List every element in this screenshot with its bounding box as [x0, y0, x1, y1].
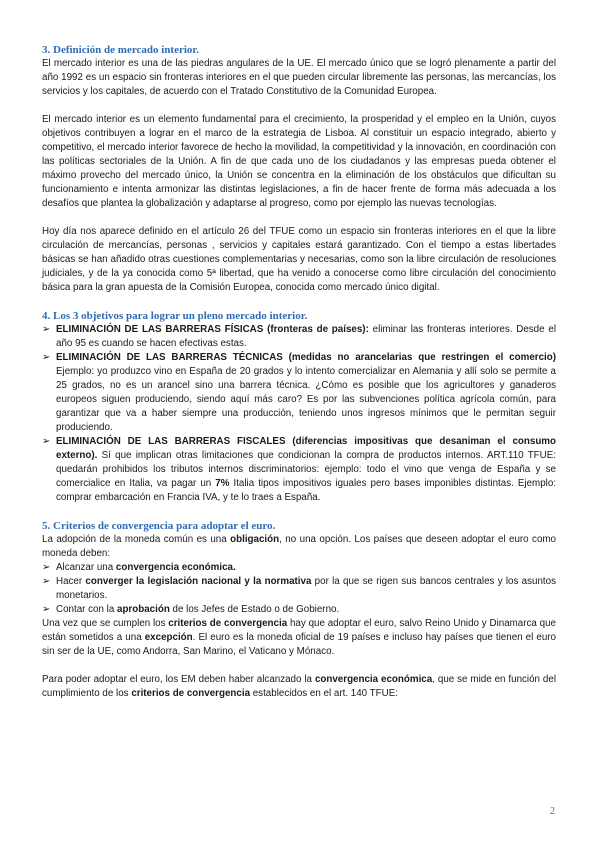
- section-4-heading: 4. Los 3 objetivos para lograr un pleno mercado interior.: [42, 310, 308, 322]
- item-text: Italia tipos impositivos iguales pero bases imponibles distintas. Ejemplo: comprar embarcación en Francia IVA, y te lo traes a España.: [56, 478, 556, 503]
- item-title: ELIMINACIÓN DE LAS BARRERAS FISCALES (diferencias impositivas que desaniman el consumo externo).: [56, 436, 556, 461]
- item-emphasis: 7%: [215, 478, 230, 489]
- item-text: Ejemplo: yo produzco vino en España de 20 grados y lo intento comercializar en Alemania y allí solo se permite a 25 grados, no es un arancel sino una barrera técnica. ¿Cómo es posible que los agricultores y ganaderos europeos siguen produciendo, siendo aquí más caro? Es por las subvenciones política agrícola común, para garantizar que va a haber siempre una producción, teniendo unos ingresos mínimos que le permitan seguir produciendo.: [56, 366, 556, 433]
- list-item: ➢ Hacer converger la legislación nacional y la normativa por la que se rigen sus bancos centrales y los asuntos monetarios.: [42, 576, 556, 601]
- arrow-bullet-icon: ➢: [42, 562, 51, 573]
- paragraph: El mercado interior es un elemento fundamental para el crecimiento, la prosperidad y el empleo en la Unión, cuyos objetivos contribuyen a lograr en el marco de la estrategia de Lisboa. Al constituir un espacio integrado, abierto y competitivo, el mercado interior favorece de hecho la movilidad, la competitividad y la innovación, en coordinación con las políticas sectoriales de la Unión. A fin de que cada uno de los ciudadanos y las empresas pueda obtener el máximo provecho del mercado único, la Unión se concentra en la eliminación de los obstáculos que dificultan su funcionamiento e intenta armonizar las distintas legislaciones, a fin de hacer frente de forma más adecuada a los desafíos que plantea la globalización y adaptarse al progreso, como por ejemplo las nuevas tecnologías.: [42, 114, 556, 209]
- paragraph: El mercado interior es una de las piedras angulares de la UE. El mercado único que se logró plenamente a partir del año 1992 es un espacio sin fronteras interiores en el que pueden circular libremente las personas, las mercancías, los servicios y los capitales, de acuerdo con el Tratado Constitutivo de la Comunidad Europea.: [42, 58, 556, 97]
- list-item: [42, 351, 556, 435]
- arrow-bullet-icon: ➢: [42, 352, 51, 363]
- list-item: ➢ Alcanzar una convergencia económica.: [42, 562, 236, 573]
- item-title: ELIMINACIÓN DE LAS BARRERAS TÉCNICAS (medidas no arancelarias que restringen el comercio): [56, 352, 556, 363]
- section-5-heading: 5. Criterios de convergencia para adoptar el euro.: [42, 520, 276, 532]
- section-3-heading: 3. Definición de mercado interior.: [42, 44, 200, 56]
- paragraph: Para poder adoptar el euro, los EM deben haber alcanzado la convergencia económica, que se mide en función del cumplimiento de los criterios de convergencia establecidos en el art. 140 TFUE:: [42, 674, 556, 699]
- list-item: ➢ Contar con la aprobación de los Jefes de Estado o de Gobierno.: [42, 604, 340, 615]
- arrow-bullet-icon: ➢: [42, 324, 51, 335]
- arrow-bullet-icon: ➢: [42, 576, 51, 587]
- paragraph: La adopción de la moneda común es una obligación, no una opción. Los países que deseen adoptar el euro como moneda deben:: [42, 534, 556, 559]
- paragraph: Hoy día nos aparece definido en el artículo 26 del TFUE como un espacio sin fronteras interiores en el que la libre circulación de mercancías, personas , servicios y capitales estará garantizado. Con el tiempo a estas libertades básicas se han añadido otras cuestiones complementarias y necesarias, como son la libre circulación de resoluciones judiciales, y de la ya conocida como 5ª libertad, que ha venido a conocerse como libre circulación del conocimiento básica para la gran apuesta de la Comisión Europea, conocida como mercado único digital.: [42, 226, 556, 293]
- item-title: ELIMINACIÓN DE LAS BARRERAS FÍSICAS (fronteras de países):: [56, 324, 369, 335]
- arrow-bullet-icon: ➢: [42, 436, 51, 447]
- item-text: eliminar las fronteras interiores. Desde el año 95 es cuando se hacen efectivas estas.: [56, 324, 556, 349]
- list-item: [42, 323, 556, 351]
- list-item: [42, 435, 556, 505]
- arrow-bullet-icon: ➢: [42, 604, 51, 615]
- item-text: Sí que implican otras limitaciones que condicionan la compra de productos internos. ART.110 TFUE: quedarán prohibidos los tributos internos discriminatorios: ejemplo: todo el vino que venga de España y se comercialice en Italia, va pagar un: [56, 450, 556, 489]
- paragraph: Una vez que se cumplen los criterios de convergencia hay que adoptar el euro, salvo Reino Unido y Dinamarca que están sometidos a una excepción. El euro es la moneda oficial de 19 países e incluso hay países que tienen el euro sin ser de la UE, como Andorra, San Marino, el Vaticano y Mónaco.: [42, 618, 557, 657]
- page-number: 2: [550, 806, 555, 817]
- page-body: [42, 43, 556, 701]
